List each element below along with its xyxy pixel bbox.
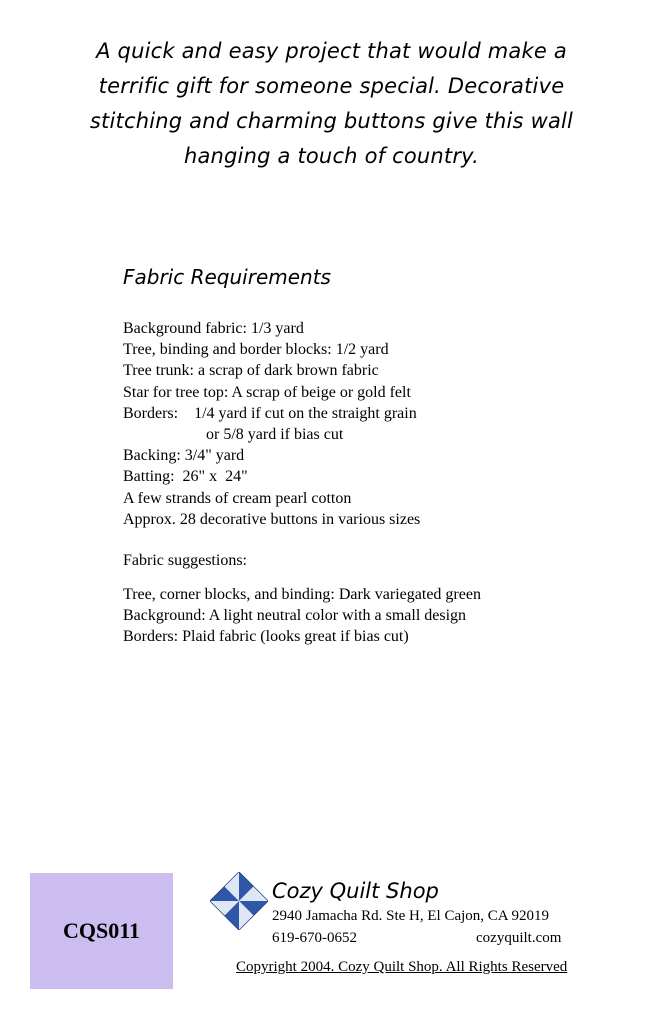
fabric-requirements-heading: Fabric Requirements <box>123 265 331 289</box>
list-item: Borders: Plaid fabric (looks great if bias cut) <box>123 628 409 646</box>
shop-name: Cozy Quilt Shop <box>272 879 439 903</box>
list-item: Tree, binding and border blocks: 1/2 yard <box>123 341 389 359</box>
shop-website: cozyquilt.com <box>476 930 562 946</box>
intro-line: hanging a touch of country. <box>183 144 480 168</box>
list-item: Approx. 28 decorative buttons in various sizes <box>123 510 421 528</box>
intro-paragraph <box>40 34 623 174</box>
pattern-code-box <box>30 873 173 989</box>
quilt-block-pinwheel-icon <box>210 872 268 930</box>
list-item: Backing: 3/4" yard <box>123 447 245 465</box>
list-item: Star for tree top: A scrap of beige or gold felt <box>123 383 411 401</box>
shop-phone: 619-670-0652 <box>272 930 357 946</box>
fabric-requirements-list <box>123 318 420 530</box>
list-item: Batting: 26" x 24" <box>123 468 248 486</box>
list-item: Tree, corner blocks, and binding: Dark variegated green <box>123 586 481 603</box>
list-item: Background fabric: 1/3 yard <box>123 320 304 337</box>
list-item: Borders: 1/4 yard if cut on the straight grain <box>123 404 417 422</box>
fabric-suggestions-heading: Fabric suggestions: <box>123 552 247 569</box>
pattern-code: CQS011 <box>62 918 141 943</box>
fabric-suggestions-list <box>123 584 481 648</box>
list-item: Background: A light neutral color with a small design <box>123 607 467 625</box>
shop-address: 2940 Jamacha Rd. Ste H, El Cajon, CA 92019 <box>272 908 550 924</box>
list-item: Tree trunk: a scrap of dark brown fabric <box>123 362 379 380</box>
intro-line: stitching and charming buttons give this wall <box>89 109 574 133</box>
list-item: A few strands of cream pearl cotton <box>123 489 352 507</box>
intro-line: terrific gift for someone special. Decorative <box>98 74 565 98</box>
copyright-notice: Copyright 2004. Cozy Quilt Shop. All Rights Reserved <box>236 959 568 975</box>
list-item: or 5/8 yard if bias cut <box>206 425 344 443</box>
intro-line: A quick and easy project that would make a <box>96 39 567 63</box>
